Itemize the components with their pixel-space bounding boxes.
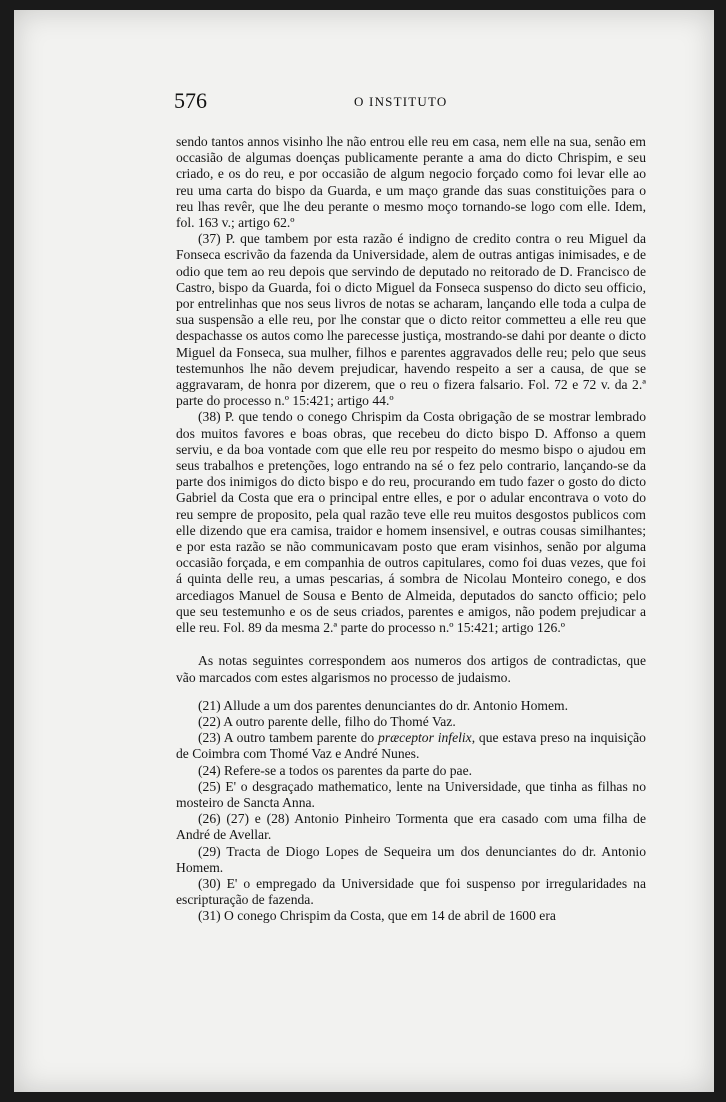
note-23-text-a: (23) A outro tambem parente do [198, 730, 379, 746]
note-29: (29) Tracta de Diogo Lopes de Sequeira um dos denunciantes do dr. Antonio Homem. [176, 843, 646, 875]
paragraph-38: (38) P. que tendo o conego Chrispim da Costa obrigação de se mostrar lembrado dos muitos favores e boas obras, que recebeu do dicto bispo D. Affonso a quem serviu, e da boa vontade com que elle reu por respeito do mesmo bispo o ajudou em seus trabalhos e pretenções, logo entrando na sé o fez pelo contrario, lançando-se da parte dos inimigos do dicto bispo e do reu, procurando em tudo fazer o gosto do dicto Gabriel da Costa que era o principal entre elles, e por o adular encontrava o voto do reu sempre de proposito, pela qual razão teve elle reu muitos desgostos publicos com elle dizendo que era camisa, traidor e homem insensivel, e outras cousas similhantes; e por esta razão se não communicavam posto que eram visinhos, senão por alguma occasião forçada, e em companhia de outros capitulares, como foi duas vezes, que foi á quinta delle reu, a umas pescarias, á sombra de Nicolau Monteiro conego, e dos arcediagos Manuel de Sousa e Bento de Almeida, deputados do sancto officio; pelo que seu testemunho e os de seus criados, parentes e amigos, não podem prejudicar a elle reu. Fol. 89 da mesma 2.ª parte do processo n.º 15:421; artigo 126.º [176, 409, 646, 636]
note-25: (25) E' o desgraçado mathematico, lente na Universidade, que tinha as filhas no mosteiro de Sancta Anna. [176, 778, 646, 810]
paragraph-36-continuation: sendo tantos annos visinho lhe não entrou elle reu em casa, nem elle na sua, senão em occasião de algumas doenças publicamente perante a ama do dicto Chrispim, e seu criado, e os do reu, e por occasião de algum negocio forçado como foi levar elle ao reu uma carta do bispo da Guarda, e um maço grande das suas constituições para o reu lhas revêr, que lhe deu perante o mesmo moço tornando-se logo com elle. Idem, fol. 163 v.; artigo 62.º [176, 134, 646, 231]
paragraph-37: (37) P. que tambem por esta razão é indigno de credito contra o reu Miguel da Fonseca escrivão da fazenda da Universidade, alem de outras antigas inimisades, e de odio que tem ao reu depois que servindo de deputado no reitorado de D. Francisco de Castro, bispo da Guarda, foi o dicto Miguel da Fonseca suspenso do dicto seu officio, por entrelinhas que nos seus livros de notas se acharam, lançando elle toda a culpa de sua suspensão a elle reu, por lhe constar que o dicto reitor commetteu a elle reu que despachasse os autos como lhe parecesse justiça, mostrando-se dahi por deante o dicto Miguel da Fonseca, sua mulher, filhos e parentes aggravados delle reu; pelo que seus testemunhos lhe não devem prejudicar, havendo respeito a ser a causa, de que se aggravaram, de honra por dizerem, que o reu o fizera falsario. Fol. 72 e 72 v. da 2.ª parte do processo n.º 15:421; artigo 44.º [176, 231, 646, 409]
note-21: (21) Allude a um dos parentes denunciantes do dr. Antonio Homem. [198, 697, 568, 713]
running-title: O INSTITUTO [354, 94, 448, 109]
notes-intro: As notas seguintes correspondem aos numeros dos artigos de contradictas, que vão marcados com estes algarismos no processo de judaismo. [176, 653, 646, 685]
note-24: (24) Refere-se a todos os parentes da parte do pae. [198, 762, 473, 778]
note-31: (31) O conego Chrispim da Costa, que em 14 de abril de 1600 era [198, 908, 556, 924]
note-26-28: (26) (27) e (28) Antonio Pinheiro Tormenta que era casado com uma filha de André de Avellar. [176, 811, 646, 843]
note-22: (22) A outro parente delle, filho do Thomé Vaz. [198, 713, 456, 729]
note-23 [176, 730, 646, 762]
page-number: 576 [174, 88, 207, 113]
note-23-italic: præceptor infelix [378, 730, 472, 746]
page-sheet [14, 10, 714, 1092]
body-text [176, 134, 646, 925]
note-23-text-b: , que estava preso na inquisição de Coimbra com Thomé Vaz e André Nunes. [176, 730, 646, 762]
page-header [174, 88, 644, 118]
note-30: (30) E' o empregado da Universidade que foi suspenso por irregularidades na escripturação de fazenda. [176, 875, 646, 908]
